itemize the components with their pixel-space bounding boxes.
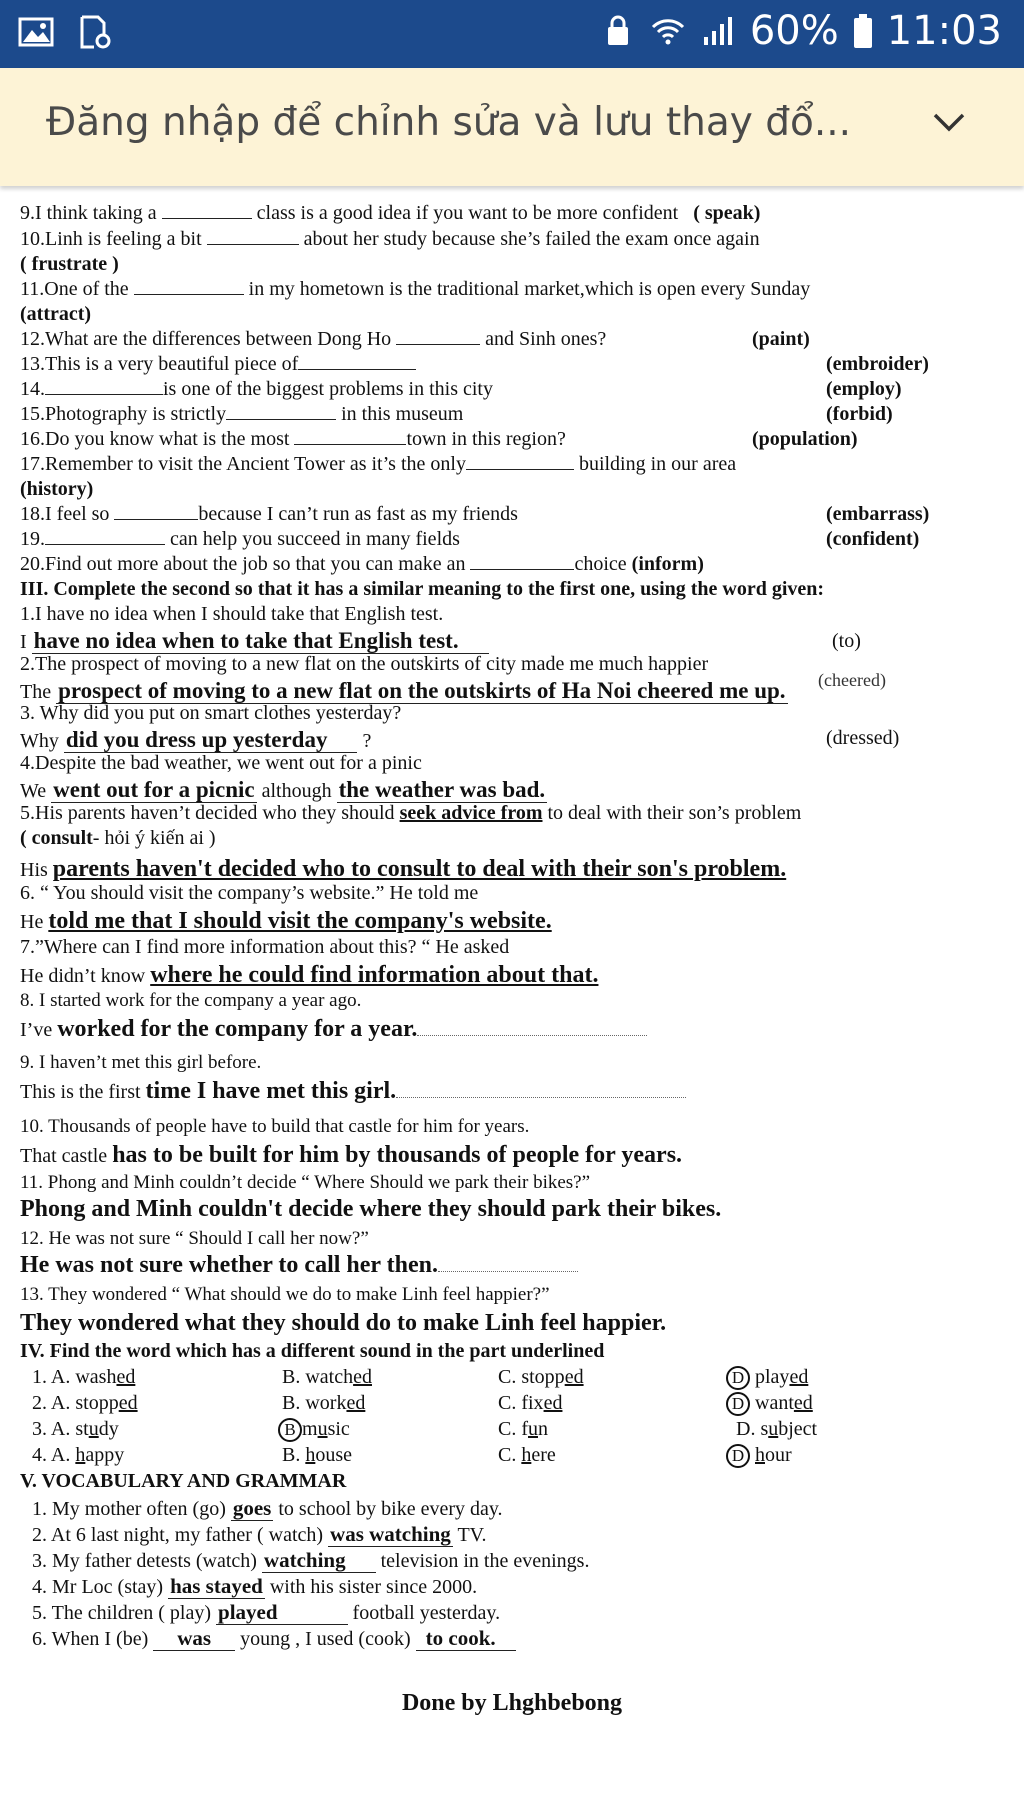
- ex-line: 14. is one of the biggest problems in this city: [20, 378, 493, 400]
- ex-line: 12.What are the differences between Dong Ho and Sinh ones?: [20, 328, 607, 350]
- option-selected: D hour: [726, 1444, 792, 1468]
- answer-line: This is the first time I have met this girl.: [20, 1078, 686, 1105]
- option-selected: D played: [726, 1366, 808, 1390]
- option: D. subject: [736, 1418, 818, 1440]
- grammar-line: 6. When I (be) was young , I used (cook) to cook.: [32, 1626, 516, 1651]
- wifi-icon: [650, 13, 686, 49]
- question: 3. Why did you put on smart clothes yesterday?: [20, 702, 402, 724]
- option-row-2: 2. A. stopped: [32, 1392, 138, 1414]
- option: B. worked: [282, 1392, 366, 1414]
- ex-hint: (forbid): [826, 403, 893, 425]
- grammar-line: 2. At 6 last night, my father ( watch) was watching TV.: [32, 1522, 487, 1546]
- grammar-line: 4. Mr Loc (stay) has stayed with his sister since 2000.: [32, 1574, 478, 1598]
- question: 12. He was not sure “ Should I call her now?”: [20, 1228, 369, 1249]
- login-banner[interactable]: [0, 68, 1024, 186]
- clock: 11:03: [886, 8, 1002, 54]
- option: B. watched: [282, 1366, 372, 1388]
- answer-line: I have no idea when to take that English test.: [20, 628, 489, 654]
- ex-line: 10.Linh is feeling a bit about her study because she’s failed the exam once again: [20, 228, 760, 250]
- answer-line: The prospect of moving to a new flat on the outskirts of Ha Noi cheered me up.: [20, 678, 786, 703]
- question: 5.His parents haven’t decided who they should seek advice from to deal with their son’s problem: [20, 802, 802, 824]
- grammar-line: 5. The children ( play) played football yesterday.: [32, 1600, 501, 1624]
- ex-line: 15.Photography is strictly in this museum: [20, 403, 464, 425]
- option: C. fun: [498, 1418, 548, 1440]
- ex-line: 13.This is a very beautiful piece of: [20, 353, 416, 376]
- question: 6. “ You should visit the company’s website.” He told me: [20, 882, 479, 904]
- option-row-4: 4. A. happy: [32, 1444, 125, 1466]
- screenshot-icon: [76, 14, 112, 50]
- option-row-1: 1. A. washed: [32, 1366, 136, 1388]
- battery-icon: [853, 13, 873, 49]
- hint: ( consult- hỏi ý kiến ai ): [20, 827, 216, 849]
- hint: (to): [832, 630, 861, 652]
- signal-icon: [700, 13, 736, 49]
- answer-line: Why did you dress up yesterday ?: [20, 727, 372, 752]
- question: 1.I have no idea when I should take that English test.: [20, 603, 444, 625]
- ex-hint: (embroider): [826, 353, 929, 375]
- footer-credit: Done by Lhghbebong: [401, 1690, 623, 1716]
- section-title: V. VOCABULARY AND GRAMMAR: [20, 1470, 347, 1492]
- answer-line: That castle has to be built for him by thousands of people for years.: [20, 1142, 683, 1168]
- option-selected: B music: [278, 1418, 350, 1442]
- option: C. fixed: [498, 1392, 563, 1414]
- answer-line: His parents haven't decided who to consult to deal with their son's problem.: [20, 856, 787, 882]
- option: B. house: [282, 1444, 353, 1466]
- option: C. stopped: [498, 1366, 584, 1388]
- ex-hint: (attract): [20, 303, 92, 325]
- ex-line: 17.Remember to visit the Ancient Tower as it’s the only building in our area: [20, 453, 737, 475]
- answer-line: He told me that I should visit the company's website.: [20, 908, 552, 934]
- banner-text: Đăng nhập để chỉnh sửa và lưu thay đổ...: [46, 100, 852, 145]
- answer-line: He didn’t know where he could find information about that.: [20, 962, 599, 988]
- option-row-3: 3. A. study: [32, 1418, 119, 1440]
- answer-line: We went out for a picnic although the weather was bad.: [20, 777, 546, 802]
- ex-line: 19. can help you succeed in many fields: [20, 528, 460, 550]
- ex-hint: (employ): [826, 378, 902, 400]
- section-title: IV. Find the word which has a different sound in the part underlined: [20, 1340, 605, 1362]
- grammar-line: 3. My father detests (watch) watching television in the evenings.: [32, 1548, 590, 1572]
- question: 4.Despite the bad weather, we went out for a pinic: [20, 752, 422, 774]
- ex-line: 18.I feel so because I can’t run as fast as my friends: [20, 503, 518, 525]
- answer-line: I’ve worked for the company for a year.: [20, 1016, 647, 1043]
- ex-hint: ( frustrate ): [20, 253, 119, 275]
- ex-hint: (confident): [826, 528, 920, 550]
- question: 7.”Where can I find more information about this? “ He asked: [20, 936, 510, 958]
- question: 9. I haven’t met this girl before.: [20, 1052, 262, 1073]
- ex-hint: (embarrass): [826, 503, 930, 525]
- ex-line: 11.One of the in my hometown is the traditional market,which is open every Sunday: [20, 278, 811, 300]
- status-bar: [0, 0, 1024, 68]
- option-selected: D wanted: [726, 1392, 813, 1416]
- chevron-down-icon[interactable]: [932, 112, 966, 134]
- ex-hint: (history): [20, 478, 94, 500]
- image-icon: [18, 14, 54, 50]
- question: 8. I started work for the company a year ago.: [20, 990, 362, 1011]
- question: 13. They wondered “ What should we do to make Linh feel happier?”: [20, 1284, 550, 1305]
- ex-line: 16.Do you know what is the most town in this region?: [20, 428, 566, 450]
- hint: (cheered): [818, 670, 886, 690]
- section-title: III. Complete the second so that it has a similar meaning to the first one, using the word given:: [20, 578, 825, 600]
- hint: (dressed): [826, 727, 900, 749]
- question: 11. Phong and Minh couldn’t decide “ Where Should we park their bikes?”: [20, 1172, 591, 1193]
- answer-line: Phong and Minh couldn't decide where they should park their bikes.: [20, 1196, 722, 1222]
- ex-line: 20.Find out more about the job so that you can make an choice (inform): [20, 553, 704, 575]
- ex-hint: (paint): [752, 328, 810, 350]
- ex-hint: (population): [752, 428, 858, 450]
- ex-line: 9.I think taking a class is a good idea if you want to be more confident ( speak): [20, 202, 761, 224]
- battery-percent: 60%: [749, 8, 839, 54]
- question: 10. Thousands of people have to build that castle for him for years.: [20, 1116, 530, 1137]
- question: 2.The prospect of moving to a new flat on the outskirts of city made me much happier: [20, 653, 709, 675]
- answer-line: He was not sure whether to call her then.: [20, 1252, 578, 1279]
- grammar-line: 1. My mother often (go) goes to school by bike every day.: [32, 1496, 503, 1520]
- option: C. here: [498, 1444, 556, 1466]
- lock-icon: [600, 13, 636, 49]
- worksheet: [0, 190, 1024, 1820]
- answer-line: They wondered what they should do to make Linh feel happier.: [20, 1310, 667, 1336]
